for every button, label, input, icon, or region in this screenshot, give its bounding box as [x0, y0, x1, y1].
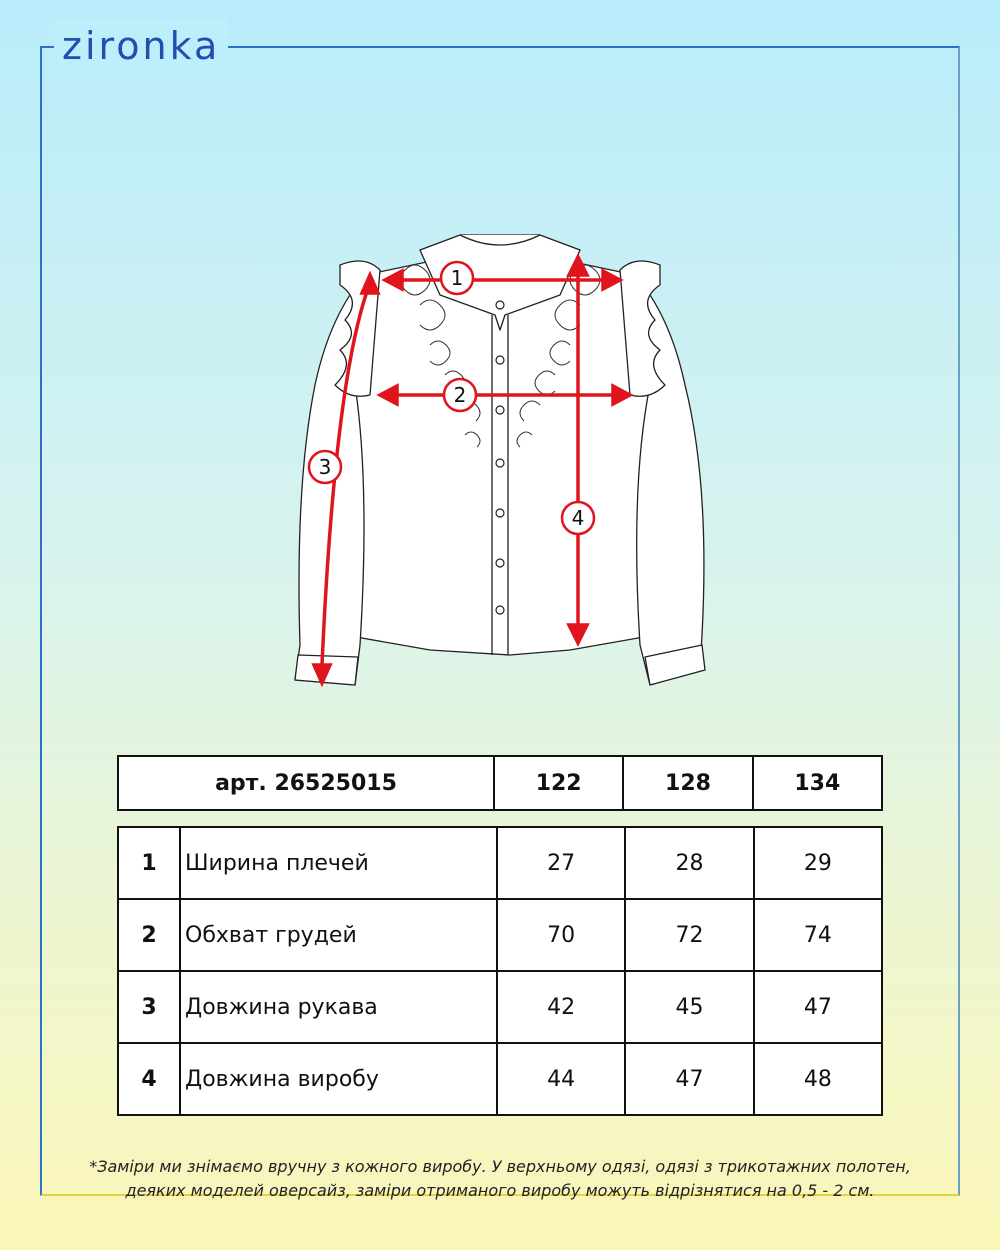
blouse-drawing — [270, 225, 730, 695]
cell-value: 42 — [497, 971, 625, 1043]
row-number: 4 — [118, 1043, 180, 1115]
footnote — [40, 1155, 960, 1203]
cell-value: 28 — [625, 827, 753, 899]
cell-value: 72 — [625, 899, 753, 971]
footnote-line-2: деяких моделей оверсайз, заміри отриманого виробу можуть відрізнятися на 0,5 - 2 см. — [125, 1181, 875, 1200]
row-label: Довжина виробу — [180, 1043, 497, 1115]
cell-value: 70 — [497, 899, 625, 971]
row-number: 3 — [118, 971, 180, 1043]
table-row — [118, 899, 882, 971]
cell-value: 47 — [625, 1043, 753, 1115]
size-header-table — [117, 755, 883, 811]
size-table — [117, 826, 883, 1116]
brand-logo: zironka — [54, 18, 228, 74]
marker-2-label: 2 — [453, 383, 467, 407]
row-label: Обхват грудей — [180, 899, 497, 971]
cell-value: 48 — [754, 1043, 882, 1115]
marker-4-label: 4 — [571, 506, 585, 530]
size-col-122: 122 — [494, 756, 623, 810]
row-label: Довжина рукава — [180, 971, 497, 1043]
table-row — [118, 1043, 882, 1115]
cell-value: 45 — [625, 971, 753, 1043]
cell-value: 27 — [497, 827, 625, 899]
size-col-134: 134 — [753, 756, 882, 810]
cell-value: 74 — [754, 899, 882, 971]
marker-1-label: 1 — [450, 266, 464, 290]
cell-value: 44 — [497, 1043, 625, 1115]
cell-value: 47 — [754, 971, 882, 1043]
footnote-line-1: *Заміри ми знімаємо вручну з кожного виробу. У верхньому одязі, одязі з трикотажних полотен, — [89, 1157, 911, 1176]
table-row — [118, 827, 882, 899]
row-number: 1 — [118, 827, 180, 899]
article-label: арт. 26525015 — [118, 756, 494, 810]
marker-3-label: 3 — [318, 455, 332, 479]
size-col-128: 128 — [623, 756, 752, 810]
row-number: 2 — [118, 899, 180, 971]
row-label: Ширина плечей — [180, 827, 497, 899]
table-row — [118, 971, 882, 1043]
cell-value: 29 — [754, 827, 882, 899]
